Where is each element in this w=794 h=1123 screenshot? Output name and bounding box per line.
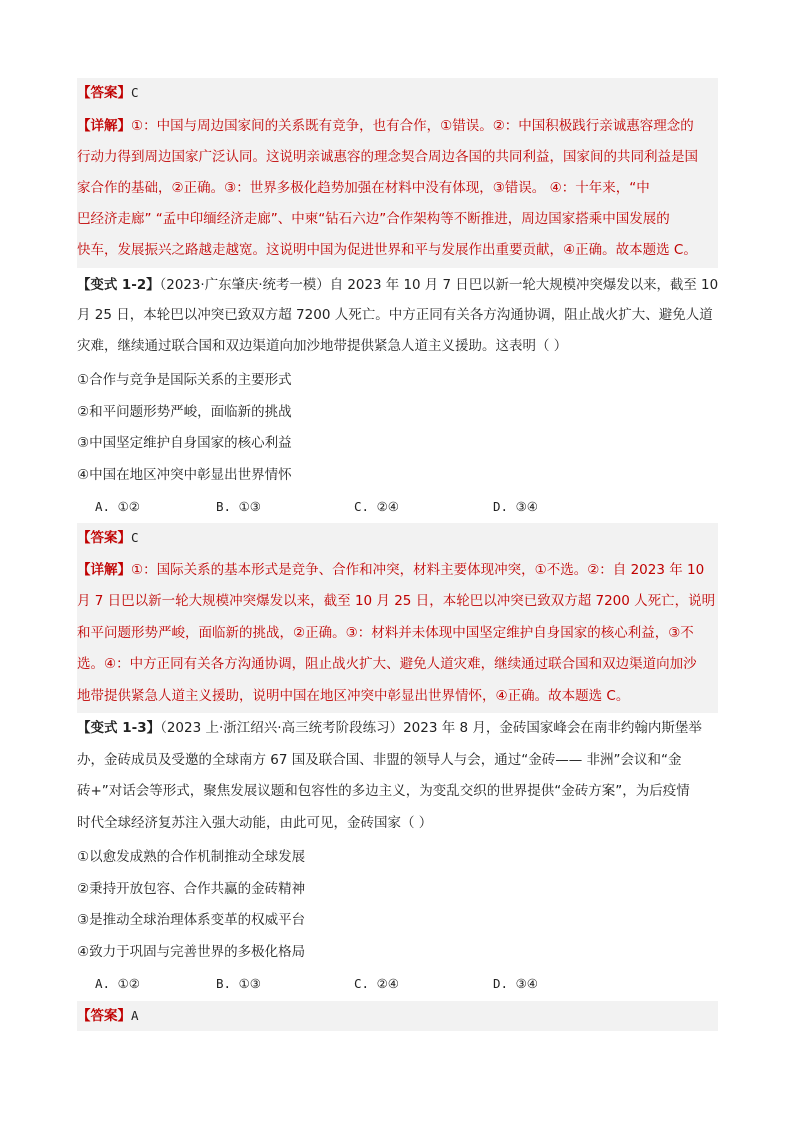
detail-line: 家合作的基础，②正确。③：世界多极化趋势加强在材料中没有体现，③错误。 ④：十年来，“中 [77, 180, 650, 196]
answer-value: C [131, 530, 139, 545]
option-b[interactable]: B. ①③ [216, 499, 261, 514]
statement-2: ②秉持开放包容、合作共赢的金砖精神 [77, 881, 306, 897]
answer-label: 【答案】 [77, 530, 131, 546]
answer-value: C [131, 85, 139, 100]
answer-line [77, 1006, 139, 1026]
question-stem-line [77, 275, 718, 295]
detail-line: 和平问题形势严峻，面临新的挑战，②正确。③：材料并未体现中国坚定维护自身国家的核心利益，③不 [77, 625, 694, 641]
question-1-3 [77, 716, 718, 999]
statement-3: ③是推动全球治理体系变革的权威平台 [77, 912, 306, 928]
detail-text: ①：国际关系的基本形式是竞争、合作和冲突，材料主要体现冲突，①不选。②：自 2023 年 10 [131, 562, 705, 578]
statement-2: ②和平问题形势严峻，面临新的挑战 [77, 404, 292, 420]
answer-block-3 [77, 1001, 718, 1031]
question-stem-line: 办，金砖成员及受邀的全球南方 67 国及联合国、非盟的领导人与会，通过“金砖—— 非洲”会议和“金 [77, 752, 682, 768]
detail-label: 【详解】 [77, 562, 131, 578]
answer-block-2 [77, 523, 718, 713]
statement-4: ④中国在地区冲突中彰显出世界情怀 [77, 467, 292, 483]
option-a[interactable]: A. ①② [95, 499, 140, 514]
question-text: （2023 上·浙江绍兴·高三统考阶段练习）2023 年 8 月，金砖国家峰会在南非约翰内斯堡举 [160, 720, 702, 736]
detail-line: 快车，发展振兴之路越走越宽。这说明中国为促进世界和平与发展作出重要贡献，④正确。故本题选 C。 [77, 242, 697, 258]
answer-label: 【答案】 [77, 1008, 131, 1024]
detail-text: ①：中国与周边国家间的关系既有竞争，也有合作，①错误。②：中国积极践行亲诚惠容理念的 [131, 118, 694, 134]
detail-label: 【详解】 [77, 118, 131, 134]
detail-line: 月 7 日巴以新一轮大规模冲突爆发以来，截至 10 月 25 日，本轮巴以冲突已致双方超 7200 人死亡，说明 [77, 593, 716, 609]
answer-label: 【答案】 [77, 85, 131, 101]
option-c[interactable]: C. ②④ [354, 976, 399, 991]
variant-label: 【变式 1-3】 [77, 720, 161, 736]
question-stem-line: 灾难，继续通过联合国和双边渠道向加沙地带提供紧急人道主义援助。这表明（ ） [77, 338, 568, 354]
option-a[interactable]: A. ①② [95, 976, 140, 991]
statement-1: ①以愈发成熟的合作机制推动全球发展 [77, 849, 306, 865]
answer-line [77, 528, 139, 548]
option-c[interactable]: C. ②④ [354, 499, 399, 514]
question-stem-line [77, 718, 702, 738]
statement-3: ③中国坚定维护自身国家的核心利益 [77, 435, 292, 451]
question-1-2 [77, 271, 718, 521]
answer-block-1 [77, 78, 718, 268]
variant-label: 【变式 1-2】 [77, 277, 160, 293]
detail-line [77, 560, 704, 580]
option-d[interactable]: D. ③④ [493, 976, 538, 991]
statement-4: ④致力于巩固与完善世界的多极化格局 [77, 944, 306, 960]
option-b[interactable]: B. ①③ [216, 976, 261, 991]
question-stem-line: 时代全球经济复苏注入强大动能，由此可见，金砖国家（ ） [77, 815, 433, 831]
option-d[interactable]: D. ③④ [493, 499, 538, 514]
statement-1: ①合作与竞争是国际关系的主要形式 [77, 372, 292, 388]
answer-line [77, 83, 139, 103]
answer-value: A [131, 1008, 139, 1023]
detail-line [77, 116, 694, 136]
detail-line: 地带提供紧急人道主义援助，说明中国在地区冲突中彰显出世界情怀，④正确。故本题选 C。 [77, 688, 630, 704]
question-stem-line: 砖+”对话会等形式，聚焦发展议题和包容性的多边主义，为变乱交织的世界提供“金砖方案”，为后疫情 [77, 783, 690, 799]
question-text: （2023·广东肇庆·统考一模）自 2023 年 10 月 7 日巴以新一轮大规模冲突爆发以来，截至 10 [159, 277, 719, 293]
detail-line: 巴经济走廊” “孟中印缅经济走廊”、中柬“钻石六边”合作架构等不断推进，周边国家搭乘中国发展的 [77, 211, 670, 227]
detail-line: 行动力得到周边国家广泛认同。这说明亲诚惠容的理念契合周边各国的共同利益，国家间的共同利益是国 [77, 149, 698, 165]
question-stem-line: 月 25 日，本轮巴以冲突已致双方超 7200 人死亡。中方正同有关各方沟通协调，阻止战火扩大、避免人道 [77, 307, 713, 323]
detail-line: 选。④：中方正同有关各方沟通协调，阻止战火扩大、避免人道灾难，继续通过联合国和双边渠道向加沙 [77, 656, 697, 672]
